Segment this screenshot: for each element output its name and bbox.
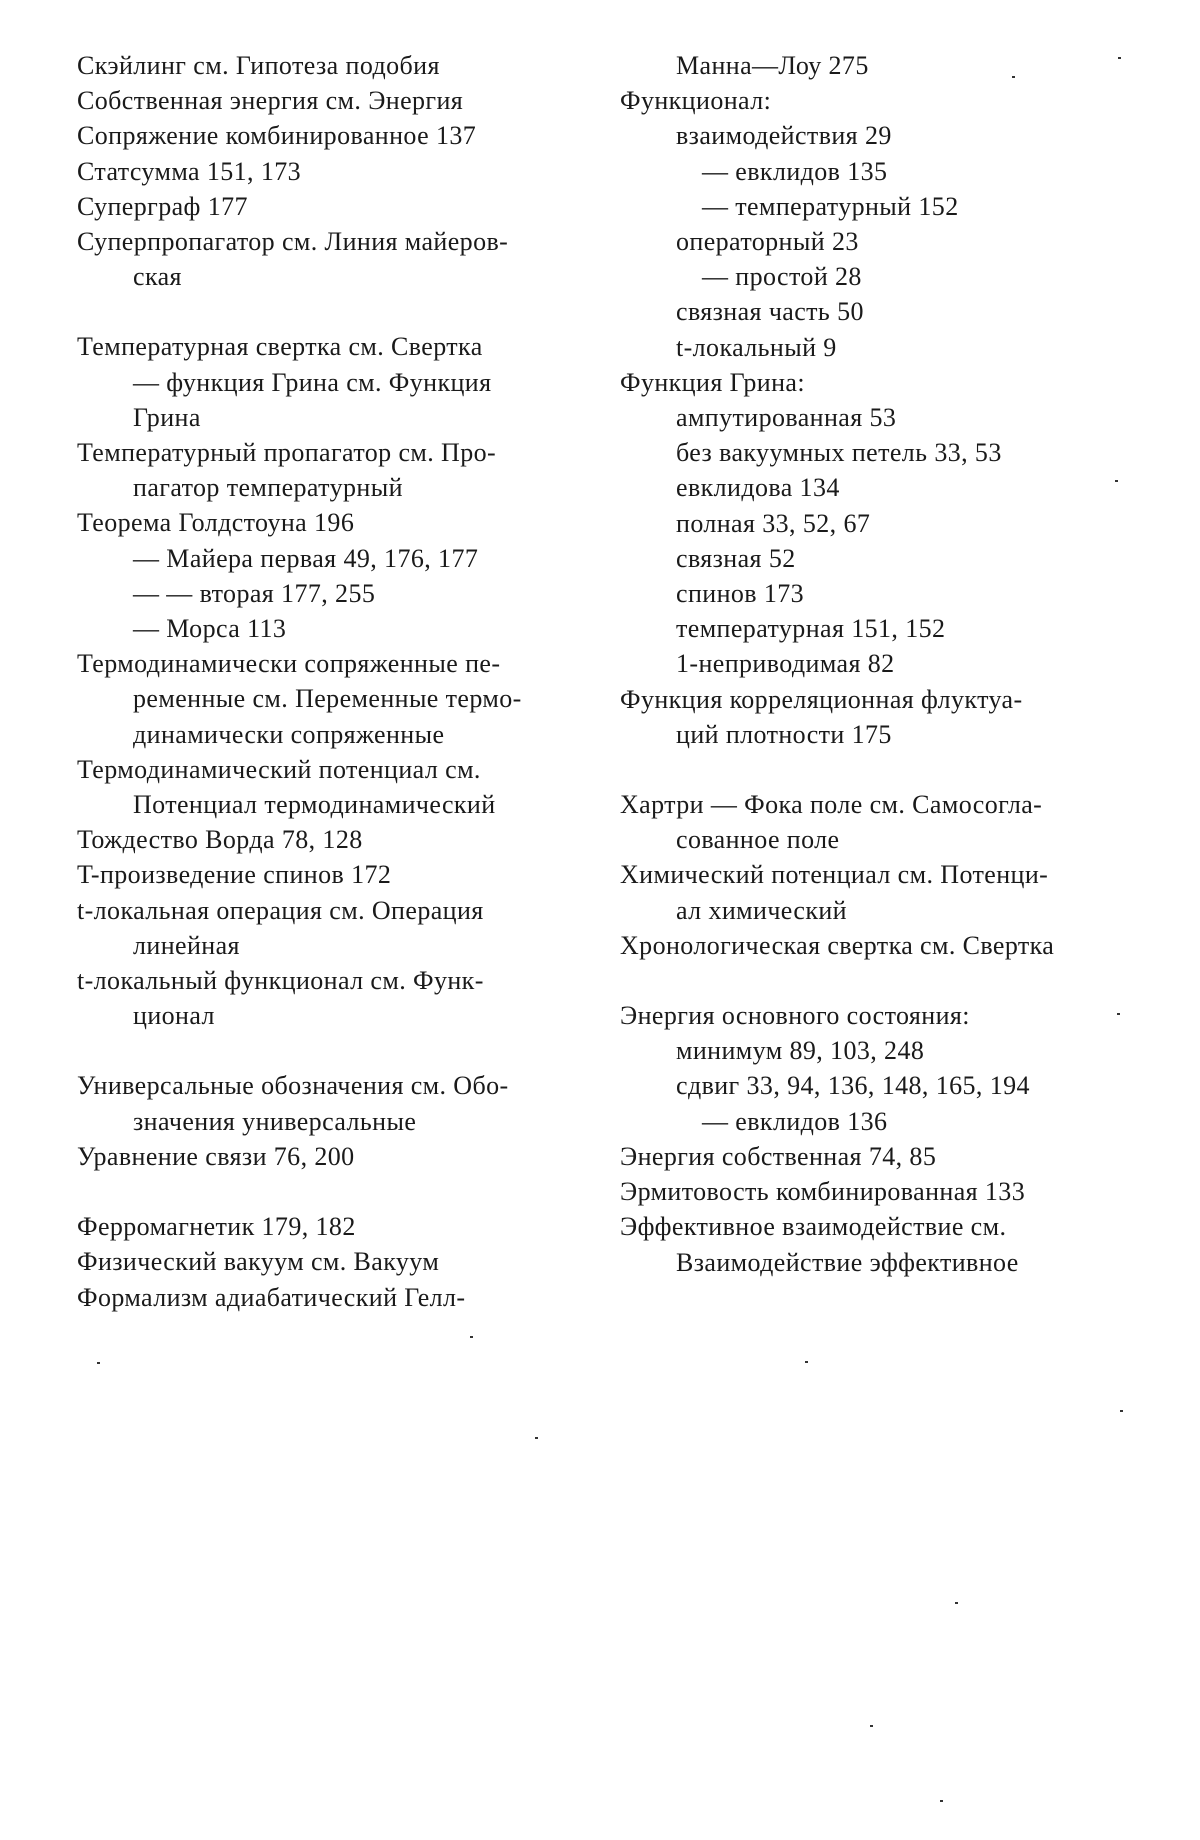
index-entry: Хартри — Фока поле см. Самосогла- xyxy=(620,790,1043,820)
index-entry-continuation: ременные см. Переменные термо- xyxy=(133,684,522,714)
scan-speck xyxy=(97,1362,100,1364)
index-entry-continuation: пагатор температурный xyxy=(133,473,403,503)
index-entry: Собственная энергия см. Энергия xyxy=(77,86,464,116)
index-subentry: минимум 89, 103, 248 xyxy=(676,1036,925,1066)
index-entry-continuation: ская xyxy=(133,262,182,292)
index-entry: Эрмитовость комбинированная 133 xyxy=(620,1177,1026,1207)
index-subentry: связная 52 xyxy=(676,543,796,573)
index-entry: Эффективное взаимодействие см. xyxy=(620,1212,1007,1242)
index-entry-continuation: значения универсальные xyxy=(133,1106,417,1136)
index-entry: Сопряжение комбинированное 137 xyxy=(77,121,477,151)
index-entry: Тождество Ворда 78, 128 xyxy=(77,825,363,855)
scan-speck xyxy=(535,1437,538,1439)
index-entry: Физический вакуум см. Вакуум xyxy=(77,1247,440,1277)
index-subentry: без вакуумных петель 33, 53 xyxy=(676,438,1002,468)
index-subentry: евклидова 134 xyxy=(676,473,840,503)
index-entry: t-локальная операция см. Операция xyxy=(77,895,484,925)
index-subentry: — простой 28 xyxy=(702,262,862,292)
index-entry-continuation: сованное поле xyxy=(676,825,840,855)
scan-speck xyxy=(955,1602,958,1604)
index-subentry: ампутированная 53 xyxy=(676,403,897,433)
index-subentry: 1-неприводимая 82 xyxy=(676,649,895,679)
index-entry: Температурная свертка см. Свертка xyxy=(77,332,483,362)
index-entry-continuation: Манна—Лоу 275 xyxy=(676,51,869,80)
scan-speck xyxy=(1012,76,1015,78)
index-left-column xyxy=(77,48,587,1315)
index-entry: Ферромагнетик 179, 182 xyxy=(77,1212,356,1242)
index-subentry: — евклидов 136 xyxy=(702,1106,888,1136)
index-subentry: — евклидов 135 xyxy=(702,156,888,186)
scan-speck xyxy=(470,1336,473,1338)
index-entry-continuation: динамически сопряженные xyxy=(133,719,445,749)
index-entry: Энергия собственная 74, 85 xyxy=(620,1141,937,1171)
index-entry: Статсумма 151, 173 xyxy=(77,156,302,186)
index-entry-continuation: Потенциал термодинамический xyxy=(133,790,496,820)
index-entry: Функция Грина: xyxy=(620,367,805,397)
index-entry: t-локальный функционал см. Функ- xyxy=(77,966,484,996)
index-subentry: — функция Грина см. Функция xyxy=(133,367,492,397)
index-entry: Функционал: xyxy=(620,86,772,116)
index-entry-continuation: Взаимодействие эффективное xyxy=(676,1247,1019,1277)
index-subentry: — Майера первая 49, 176, 177 xyxy=(133,543,479,573)
index-right-column xyxy=(620,48,1132,1280)
index-subentry: t-локальный 9 xyxy=(676,332,837,362)
index-entry: T-произведение спинов 172 xyxy=(77,860,392,890)
index-entry: Скэйлинг см. Гипотеза подобия xyxy=(77,51,440,80)
index-entry: Суперпропагатор см. Линия майеров- xyxy=(77,227,509,257)
index-entry: Теорема Голдстоуна 196 xyxy=(77,508,355,538)
index-entry-continuation: Грина xyxy=(133,402,201,432)
index-subentry: — Морса 113 xyxy=(133,614,287,644)
index-entry-continuation: ционал xyxy=(133,1001,215,1031)
index-subentry: взаимодействия 29 xyxy=(676,121,892,151)
index-entry: Формализм адиабатический Гелл- xyxy=(77,1282,466,1312)
index-subentry: сдвиг 33, 94, 136, 148, 165, 194 xyxy=(676,1071,1030,1101)
scan-speck xyxy=(1117,1013,1120,1015)
scan-speck xyxy=(1118,57,1121,59)
index-entry: Термодинамически сопряженные пе- xyxy=(77,649,501,679)
scan-speck xyxy=(940,1800,943,1802)
index-subentry: — — вторая 177, 255 xyxy=(133,578,376,608)
scan-speck xyxy=(805,1361,808,1363)
scan-speck xyxy=(870,1725,873,1727)
index-subentry: полная 33, 52, 67 xyxy=(676,508,871,538)
index-subentry: операторный 23 xyxy=(676,227,859,257)
index-entry: Функция корреляционная флуктуа- xyxy=(620,684,1023,714)
index-subentry: — температурный 152 xyxy=(702,191,959,221)
index-entry: Химический потенциал см. Потенци- xyxy=(620,860,1049,890)
index-entry: Уравнение связи 76, 200 xyxy=(77,1141,355,1171)
scan-speck xyxy=(1115,480,1118,482)
index-subentry: спинов 173 xyxy=(676,579,805,609)
index-entry: Хронологическая свертка см. Свертка xyxy=(620,930,1055,960)
index-subentry: температурная 151, 152 xyxy=(676,614,946,644)
index-entry-continuation: линейная xyxy=(133,930,240,960)
index-entry: Суперграф 177 xyxy=(77,191,248,221)
scan-speck xyxy=(1120,1410,1123,1412)
index-entry: Универсальные обозначения см. Обо- xyxy=(77,1071,509,1101)
index-entry: Термодинамический потенциал см. xyxy=(77,754,481,784)
index-entry: Энергия основного состояния: xyxy=(620,1001,970,1031)
index-entry-continuation: ал химический xyxy=(676,895,847,925)
index-subentry: связная часть 50 xyxy=(676,297,864,327)
index-entry-continuation: ций плотности 175 xyxy=(676,719,892,749)
index-entry: Температурный пропагатор см. Про- xyxy=(77,438,497,468)
